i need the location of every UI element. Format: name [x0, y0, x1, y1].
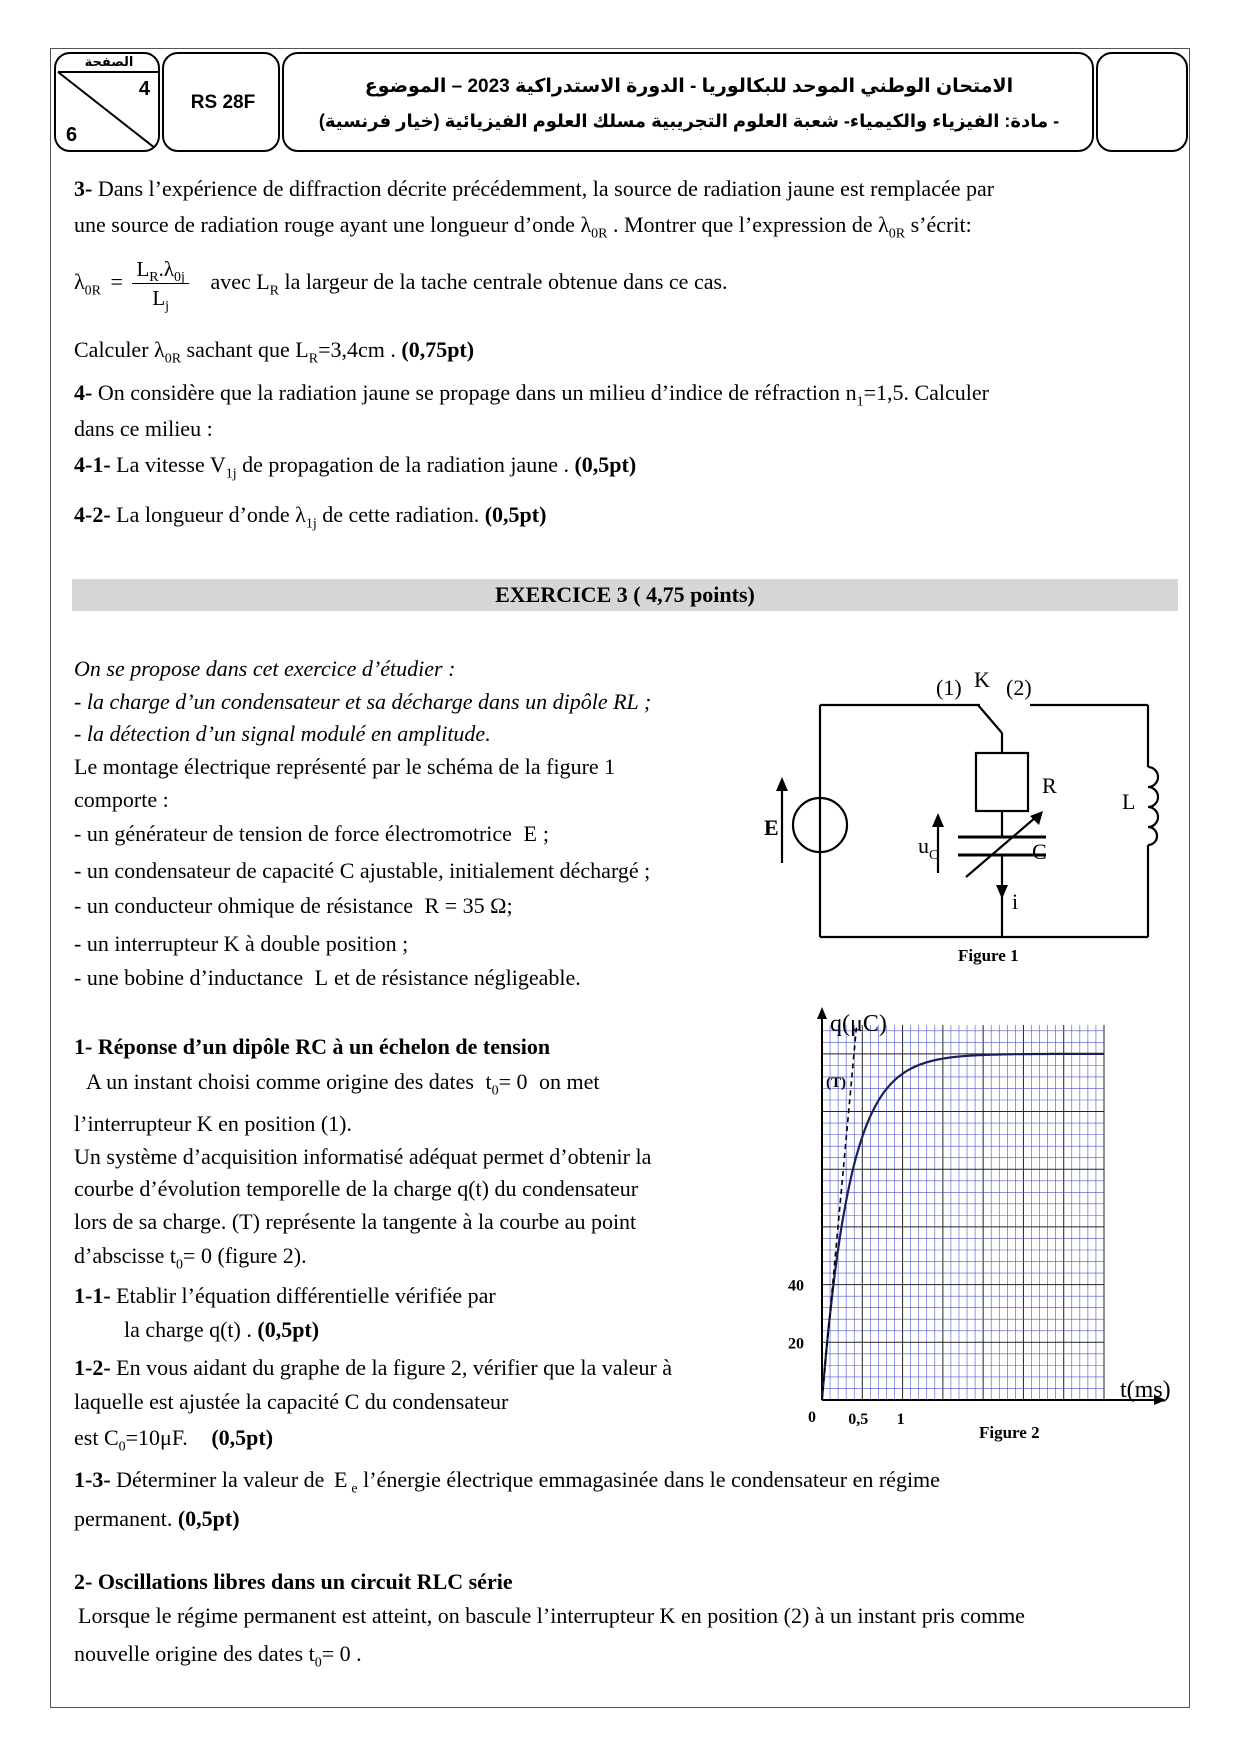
label-pos2: (2): [1006, 675, 1032, 700]
part1-p1: A un instant choisi comme origine des dates $t_0= 0$ on met: [86, 1069, 600, 1099]
intro-line10: - une bobine d’inductance L et de résistance négligeable.: [74, 965, 581, 990]
q3-line2: une source de radiation rouge ayant une longueur d’onde $\lambda_{0R}$ . Montrer que l’expression de $\lambda_{0R}$ s’écrit:: [74, 212, 972, 242]
exercise-title: EXERCICE 3 ( 4,75 points): [72, 579, 1178, 611]
part2-p1: Lorsque le régime permanent est atteint, on bascule l’interrupteur K en position (2) à un instant pris comme: [78, 1603, 1025, 1628]
label-E: E: [764, 815, 779, 840]
q3-calc: Calculer $\lambda_{0R}$ sachant que $L_R=3,4cm$ . (0,75pt): [74, 337, 475, 367]
part1-p5: lors de sa charge. (T) représente la tangente à la courbe au point: [74, 1209, 637, 1234]
q4-line1: 4- On considère que la radiation jaune se propage dans un milieu d’indice de réfraction $n_1=1,5$. Calculer: [74, 380, 990, 410]
y-axis-label: q(μC): [830, 1011, 887, 1037]
part1-title: 1- Réponse d’un dipôle RC à un échelon de tension: [74, 1034, 551, 1059]
label-pos1: (1): [936, 675, 962, 700]
y-axis-arrow: [817, 1007, 827, 1019]
intro-line1: On se propose dans cet exercice d’étudier :: [74, 656, 456, 681]
q3-number: 3-: [74, 176, 93, 201]
exam-code-box: [162, 52, 280, 152]
page-number: 4: [138, 78, 150, 100]
current-arrow: [996, 885, 1008, 899]
x-tick-label: 0,5: [848, 1411, 869, 1428]
intro-line6: - un générateur de tension de force électromotrice E ;: [74, 821, 550, 846]
figure2-chart: [760, 1005, 1180, 1460]
resistor: [976, 753, 1028, 811]
switch-blade: [978, 705, 1002, 733]
chart-axes: [788, 1007, 1166, 1428]
chart-grid: [822, 1025, 1104, 1400]
q3-formula: $\lambda_{0R}$ = $\frac{L_R.\lambda_{0j}}{L_j}$ avec $L_R$ la largeur de la tache centrale obtenue dans ce cas.: [74, 257, 728, 315]
page-total: 6: [66, 124, 78, 146]
intro-line8: - un conducteur ohmique de résistance R = 35 Ω;: [74, 893, 513, 918]
part1-p2: l’interrupteur K en position (1).: [74, 1111, 352, 1136]
page-label: الصفحة: [84, 54, 134, 69]
q4-2: 4-2- La longueur d’onde $\lambda_{1j}$ de cette radiation. (0,5pt): [74, 502, 547, 532]
intro-line9: - un interrupteur K à double position ;: [74, 931, 409, 956]
q1-3-line1: 1-3- Déterminer la valeur de E $_e$ l’énergie électrique emmagasinée dans le condensateur en régime: [74, 1467, 940, 1497]
intro-line7: - un condensateur de capacité C ajustable, initialement déchargé ;: [74, 858, 651, 883]
q3-fraction: $\frac{L_R.\lambda_{0j}}{L_j}$: [132, 255, 189, 312]
q1-2-line1: 1-2- En vous aidant du graphe de la figure 2, vérifier que la valeur à: [74, 1355, 673, 1380]
intro-line2: - la charge d’un condensateur et sa décharge dans un dipôle RL ;: [74, 689, 652, 714]
q4-line2: dans ce milieu :: [74, 416, 213, 441]
label-i: i: [1012, 889, 1019, 914]
part1-p6: d’abscisse $t_0= 0$ (figure 2).: [74, 1243, 307, 1273]
q1-2-line2: laquelle est ajustée la capacité C du condensateur: [74, 1389, 509, 1414]
exam-title-line1: الامتحان الوطني الموحد للبكالوريا - الدورة الاستدراكية 2023 – الموضوع: [364, 76, 1014, 97]
label-uc: $u_C$: [918, 833, 939, 863]
part1-p4: courbe d’évolution temporelle de la charge q(t) du condensateur: [74, 1176, 639, 1201]
figure2-caption: Figure 2: [979, 1423, 1040, 1442]
tangent-label: (T): [826, 1075, 846, 1091]
q1-1-line1: 1-1- Etablir l’équation différentielle vérifiée par: [74, 1283, 496, 1308]
label-R: R: [1042, 773, 1057, 798]
label-C: C: [1032, 839, 1047, 864]
y-tick-label: 40: [788, 1277, 804, 1295]
exam-title-box: [282, 52, 1094, 152]
y-tick-label: 20: [788, 1335, 804, 1353]
q1-3-line2: permanent. (0,5pt): [74, 1506, 240, 1531]
q3-line1: 3- Dans l’expérience de diffraction décrite précédemment, la source de radiation jaune est remplacée par: [74, 176, 995, 201]
part1-p3: Un système d’acquisition informatisé adéquat permet d’obtenir la: [74, 1144, 652, 1169]
q1-1-line2: la charge q(t) . (0,5pt): [124, 1317, 320, 1342]
intro-line3: - la détection d’un signal modulé en amplitude.: [74, 721, 491, 746]
origin-label: 0: [808, 1409, 816, 1426]
part2-title: 2- Oscillations libres dans un circuit RLC série: [74, 1569, 513, 1594]
page-number-box: [54, 52, 160, 152]
figure1-circuit: [760, 665, 1180, 965]
label-K: K: [974, 667, 990, 692]
q1-2-line3: est $C_0=10\mu F$. (0,5pt): [74, 1425, 274, 1455]
exam-code: RS 28F: [190, 92, 256, 113]
intro-line4: Le montage électrique représenté par le schéma de la figure 1: [74, 754, 616, 779]
exam-title-line2: - مادة: الفيزياء والكيمياء- شعبة العلوم التجريبية مسلك العلوم الفيزيائية (خيار فرنسية): [318, 111, 1060, 131]
q3-points: (0,75pt): [401, 337, 475, 362]
label-L: L: [1122, 789, 1136, 814]
part2-p2: nouvelle origine des dates $t_0= 0$ .: [74, 1641, 362, 1671]
figure1-caption: Figure 1: [958, 946, 1019, 965]
intro-line5: comporte :: [74, 787, 169, 812]
x-tick-label: 1: [896, 1411, 905, 1428]
header-empty-box: [1096, 52, 1188, 152]
x-axis-label: t(ms): [1120, 1377, 1171, 1403]
inductor-coil: [1148, 767, 1158, 845]
q4-1: 4-1- La vitesse $V_{1j}$ de propagation de la radiation jaune . (0,5pt): [74, 452, 637, 482]
